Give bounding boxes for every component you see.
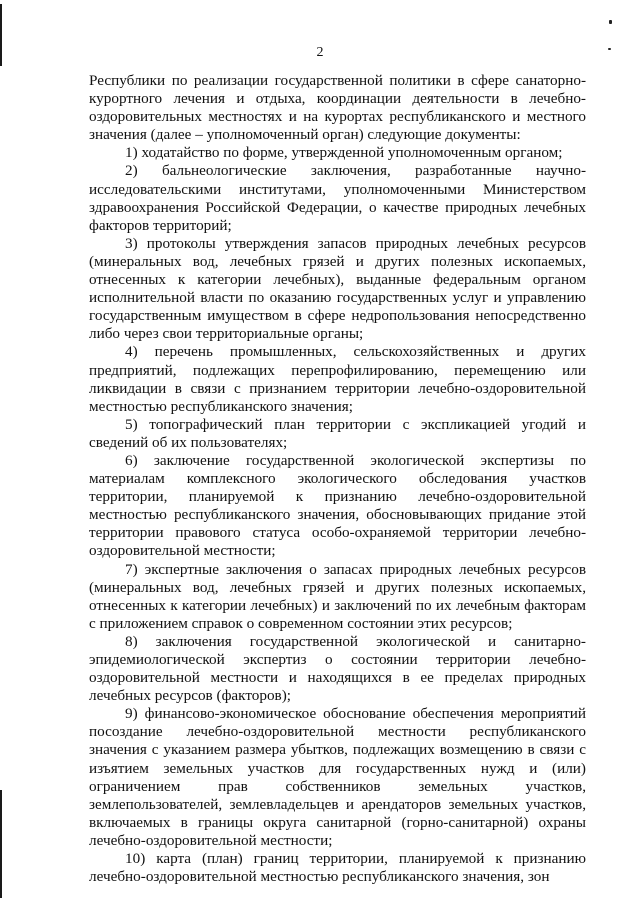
list-item-5: 5) топографический план территории с экспликацией угодий и сведений об их пользователях;: [89, 415, 586, 451]
list-item-6: 6) заключение государственной экологической экспертизы по материалам комплексного экологического обследования участков территории, планируемой к признанию лечебно-оздоровительной местностью республиканского значения, обосновывающих придание этой территории правового статуса особо-охраняемой территории лечебно-оздоровительной местности;: [89, 451, 586, 560]
scan-edge-mark-bottom: [0, 790, 2, 898]
scan-speck-1: [609, 20, 612, 24]
list-item-7: 7) экспертные заключения о запасах природных лечебных ресурсов (минеральных вод, лечебных грязей и других полезных ископаемых, отнесенных к категории лечебных) и заключений по их лечебным факторам с приложением справок о современном состоянии этих ресурсов;: [89, 560, 586, 632]
list-item-10: 10) карта (план) границ территории, планируемой к признанию лечебно-оздоровительной местностью республиканского значения, зон: [89, 850, 586, 886]
scan-speck-2: [608, 48, 611, 50]
scan-edge-mark-top: [0, 4, 2, 66]
document-body: [89, 72, 586, 886]
list-item-3: 3) протоколы утверждения запасов природных лечебных ресурсов (минеральных вод, лечебных грязей и других полезных ископаемых, отнесенных к категории лечебных), выданные федеральным органом исполнительной власти по оказанию государственных услуг и управлению государственным имуществом в сфере недропользования непосредственно либо через свои территориальные органы;: [89, 234, 586, 343]
list-item-9: 9) финансово-экономическое обоснование обеспечения мероприятий посоздание лечебно-оздоровительной местности республиканского значения с указанием размера убытков, подлежащих возмещению в связи с изъятием земельных участков для государственных нужд и (или) ограничением прав собственников земельных участков, землепользователей, землевладельцев и арендаторов земельных участков, включаемых в границы округа санитарной (горно-санитарной) охраны лечебно-оздоровительной местности;: [89, 705, 586, 849]
list-item-2: 2) бальнеологические заключения, разработанные научно-исследовательскими институтами, уполномоченными Министерством здравоохранения Российской Федерации, о качестве природных лечебных факторов территорий;: [89, 162, 586, 234]
page-number: 2: [316, 45, 324, 60]
paragraph-intro: Республики по реализации государственной политики в сфере санаторно-курортного лечения и отдыха, координации деятельности в лечебно-оздоровительных местностях и на курортах республиканского и местного значения (далее – уполномоченный орган) следующие документы:: [89, 72, 586, 144]
list-item-4: 4) перечень промышленных, сельскохозяйственных и других предприятий, подлежащих перепрофилированию, перемещению или ликвидации в связи с признанием территории лечебно-оздоровительной местностью республиканского значения;: [89, 343, 586, 415]
list-item-1: 1) ходатайство по форме, утвержденной уполномоченным органом;: [125, 144, 563, 162]
list-item-8: 8) заключения государственной экологической и санитарно-эпидемиологической экспертиз о состоянии территории лечебно-оздоровительной местности и находящихся в ее пределах природных лечебных ресурсов (факторов);: [89, 632, 586, 705]
